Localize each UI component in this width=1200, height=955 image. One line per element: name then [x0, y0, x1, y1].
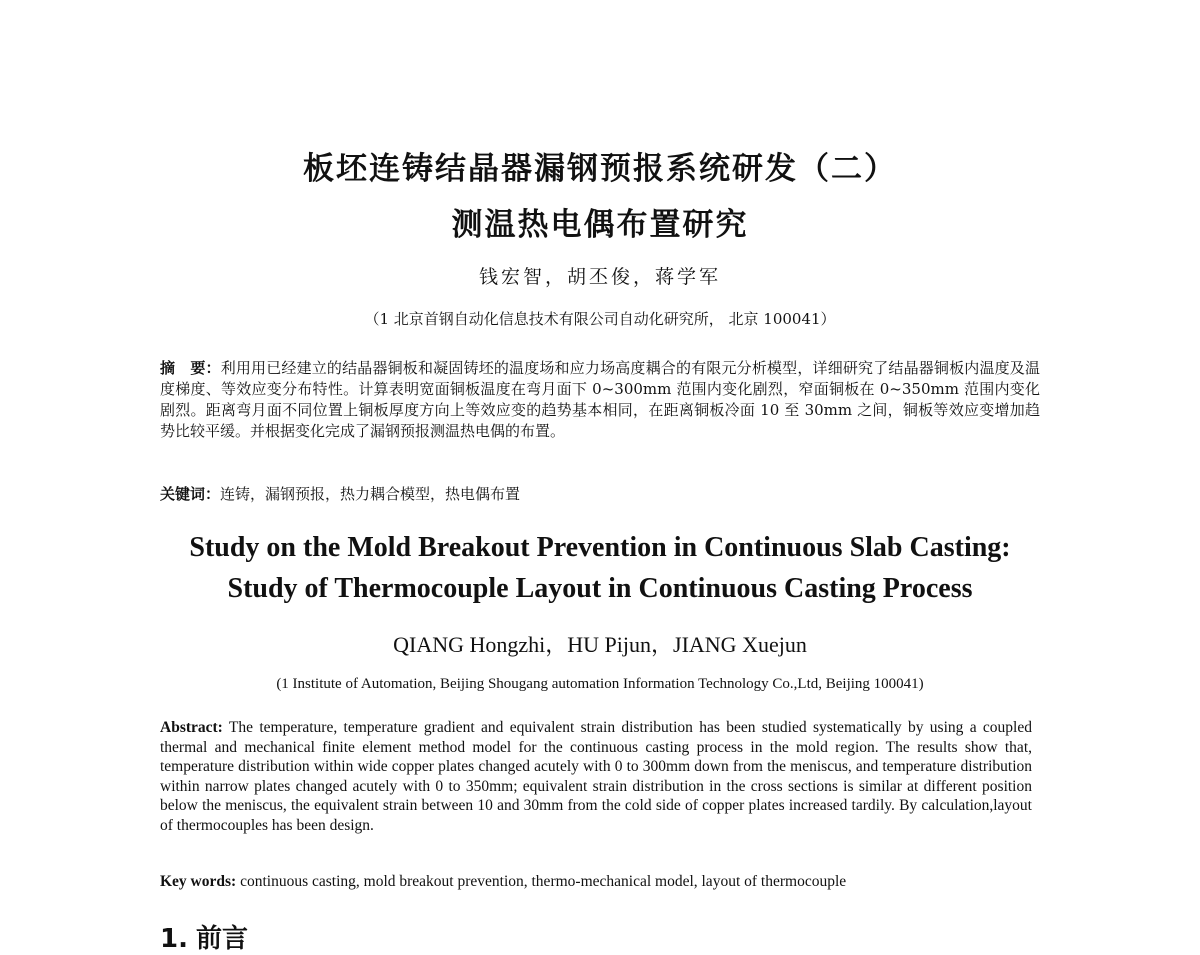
english-abstract — [160, 718, 1032, 836]
english-keywords-label: Key words: — [160, 873, 237, 890]
english-abstract-label: Abstract: — [160, 719, 223, 736]
english-affiliation: (1 Institute of Automation, Beijing Shougang automation Information Technology Co.,Ltd, Beijing 100041) — [276, 676, 924, 692]
chinese-affiliation: （1 北京首钢自动化信息技术有限公司自动化研究所， 北京 100041） — [364, 310, 836, 328]
chinese-abstract-text: 利用用已经建立的结晶器铜板和凝固铸坯的温度场和应力场高度耦合的有限元分析模型，详细研究了结晶器铜板内温度及温度梯度、等效应变分布特性。计算表明宽面铜板温度在弯月面下 0~300mm 范围内变化剧烈，窄面铜板在 0~350mm 范围内变化剧烈。距离弯月面不同位置上铜板厚度方向上等效应变的趋势基本相同，在距离铜板冷面 10 至 30mm 之间，铜板等效应变增加趋势比较平缓。并根据变化完成了漏钢预报测温热电偶的布置。 — [160, 359, 1040, 440]
english-title-line-1: Study on the Mold Breakout Prevention in Continuous Slab Casting: — [189, 532, 1011, 563]
chinese-abstract-label: 摘 要： — [160, 359, 221, 377]
section-number: 1. — [160, 924, 188, 954]
chinese-abstract — [160, 358, 1040, 442]
english-keywords — [160, 872, 1032, 892]
chinese-title-line-2: 测温热电偶布置研究 — [451, 207, 749, 243]
chinese-keywords-label: 关键词： — [160, 485, 221, 503]
section-heading-introduction — [160, 918, 256, 955]
chinese-keywords-text: 连铸，漏钢预报，热力耦合模型，热电偶布置 — [220, 485, 521, 503]
english-keywords-text: continuous casting, mold breakout prevention, thermo-mechanical model, layout of thermocouple — [236, 873, 847, 890]
english-title-line-2: Study of Thermocouple Layout in Continuous Casting Process — [227, 573, 973, 604]
section-title: 前言 — [195, 924, 248, 954]
english-authors: QIANG Hongzhi，HU Pijun，JIANG Xuejun — [393, 632, 807, 657]
chinese-title-line-1: 板坯连铸结晶器漏钢预报系统研发（二） — [303, 151, 897, 187]
english-abstract-text: The temperature, temperature gradient and equivalent strain distribution has been studied systematically by using a coupled thermal and mechanical finite element method model for the continuous casting process in the mold region. The results show that, temperature distribution within wide copper plates changed acutely with 0 to 300mm down from the meniscus, and temperature distribution within narrow plates changed acutely with 0 to 350mm; equivalent strain distribution in the cross sections is similar at different position below the meniscus, the equivalent strain between 10 and 30mm from the cold side of copper plates increased tardily. By calculation,layout of thermocouples has been design. — [160, 719, 1032, 834]
chinese-keywords — [160, 484, 1040, 505]
chinese-authors: 钱宏智，胡丕俊，蒋学军 — [478, 266, 721, 288]
